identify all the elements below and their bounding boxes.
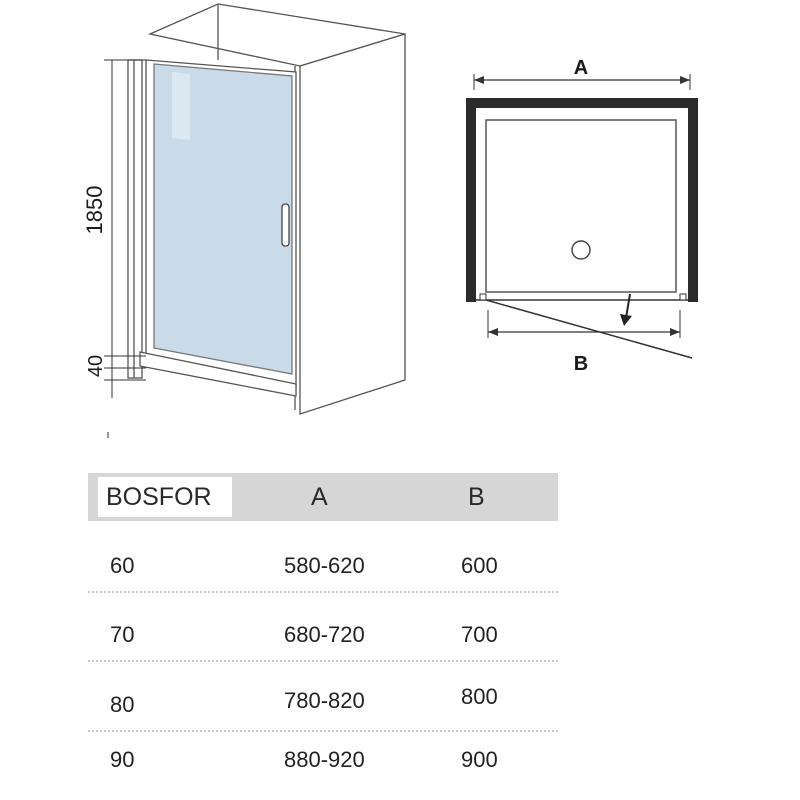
door-handle: [282, 204, 289, 246]
glass-reflection: [172, 72, 190, 140]
row-b-value: 900: [461, 747, 498, 772]
row-divider: [88, 660, 558, 662]
row-b-value: 800: [461, 684, 498, 709]
shower-tray: [486, 120, 676, 292]
row-model: 90: [110, 747, 135, 772]
table-header: [88, 473, 558, 521]
table-row: [88, 622, 558, 670]
row-b-value: 700: [461, 622, 498, 647]
row-model: 60: [110, 553, 135, 578]
row-divider: [88, 591, 558, 593]
height-label: 1850: [82, 185, 107, 235]
row-a-value: 680-720: [284, 622, 365, 647]
right-side-wall: [300, 34, 405, 414]
row-b-value: 600: [461, 553, 498, 578]
table-row: [88, 747, 558, 795]
base-height-label: 40: [85, 354, 107, 378]
col-a-header: A: [311, 483, 328, 511]
row-model: 80: [110, 692, 135, 717]
table-row: [88, 553, 558, 601]
row-a-value: 880-920: [284, 747, 365, 772]
model-header: BOSFOR: [98, 477, 232, 517]
door-perspective-view: [128, 4, 405, 414]
row-a-value: 580-620: [284, 553, 365, 578]
left-wall-profile: [128, 60, 142, 378]
drain-icon: [572, 241, 590, 259]
table-row: [88, 684, 558, 736]
opening-arrow-icon: [626, 294, 630, 318]
col-b-header: B: [468, 483, 485, 511]
dimension-b-label: B: [573, 353, 589, 375]
row-divider: [88, 730, 558, 732]
row-model: 70: [110, 622, 135, 647]
door-swing-line: [486, 300, 692, 358]
door-plan-view: [466, 74, 698, 358]
row-a-value: 780-820: [284, 688, 365, 713]
dimension-a-label: A: [573, 57, 589, 79]
